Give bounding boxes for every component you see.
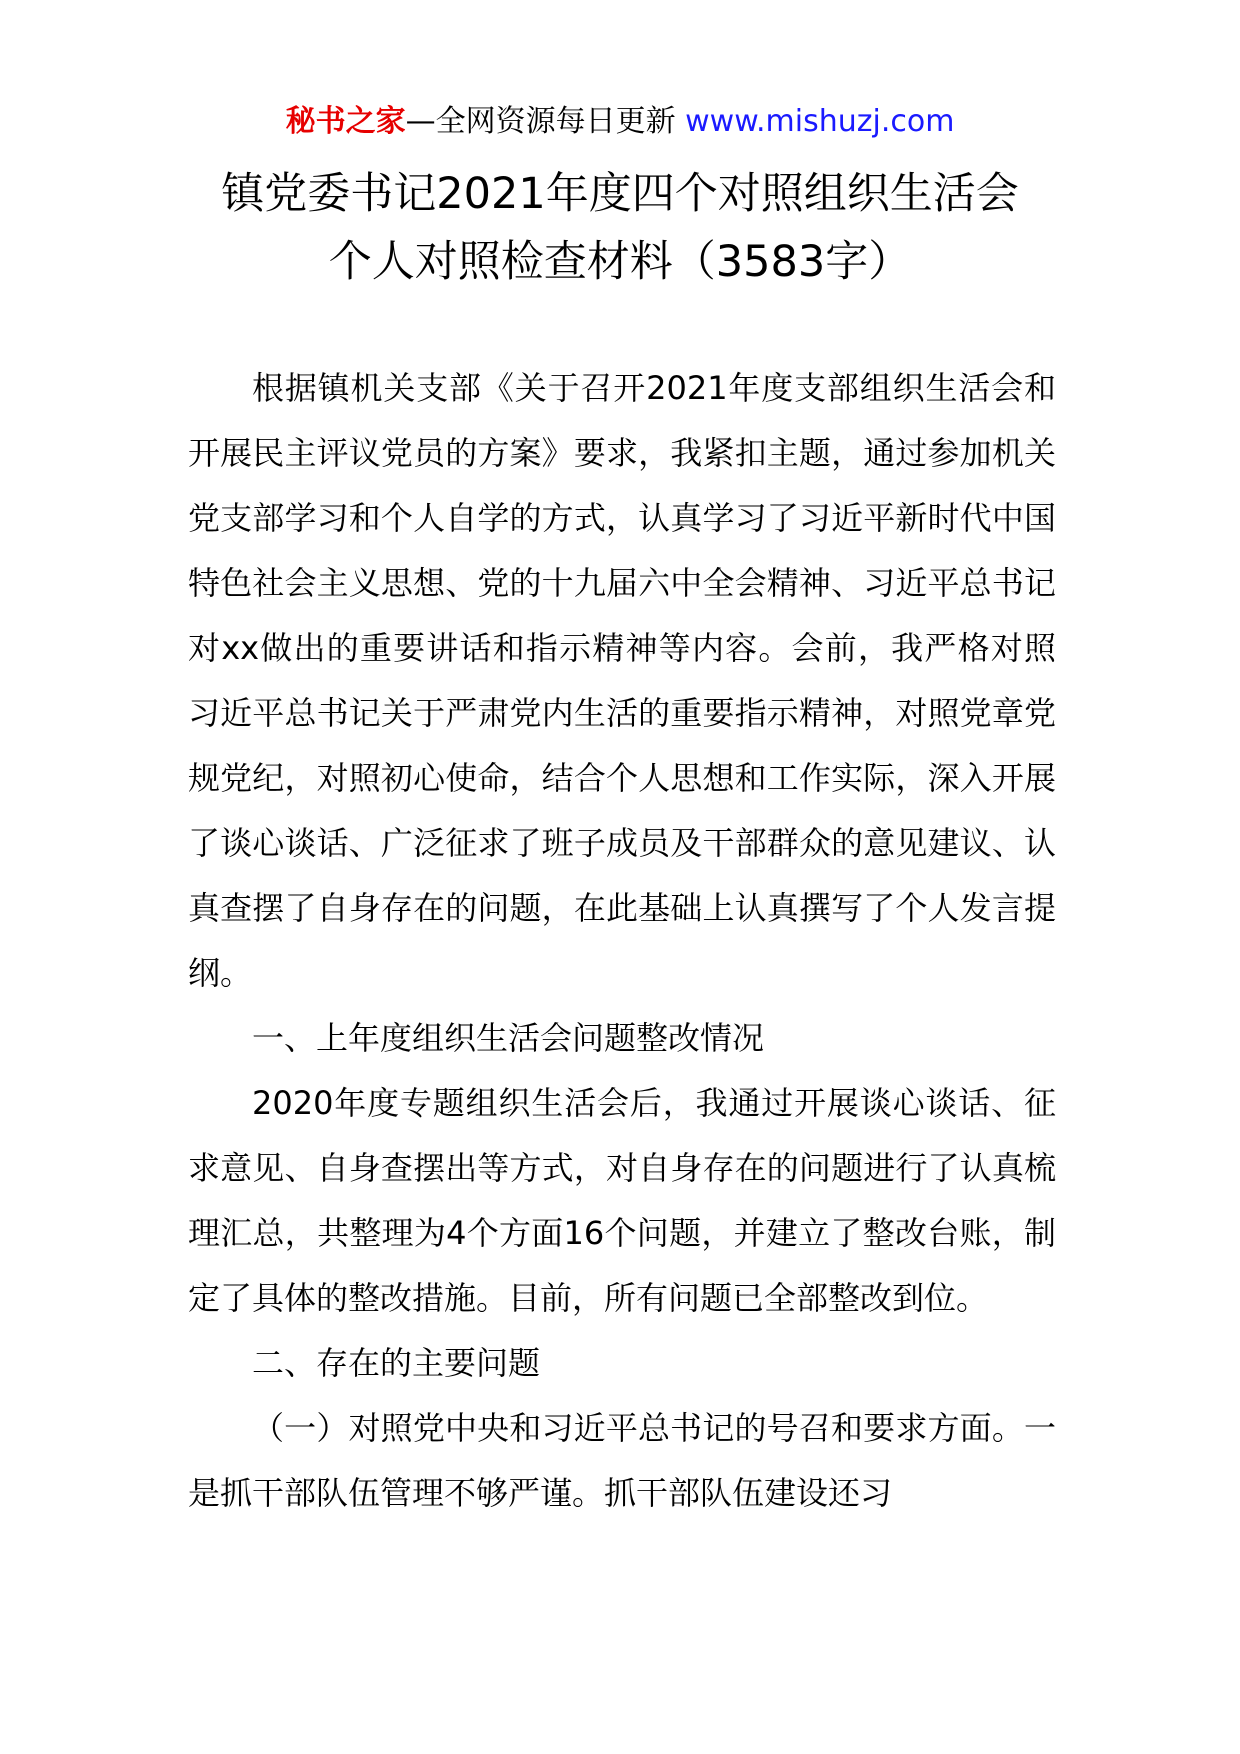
title-line-1: 镇党委书记2021年度四个对照组织生活会	[221, 169, 1019, 219]
section-heading-1: 一、上年度组织生活会问题整改情况	[252, 1019, 765, 1057]
site-url-link[interactable]: www.mishuzj.com	[685, 104, 955, 139]
paragraph-problems: （一）对照党中央和习近平总书记的号召和要求方面。一是抓干部队伍管理不够严谨。抓干部队伍建设还习	[188, 1409, 1056, 1512]
site-header	[0, 102, 1240, 142]
paragraph-rectification: 2020年度专题组织生活会后，我通过开展谈心谈话、征求意见、自身查摆出等方式，对自身存在的问题进行了认真梳理汇总，共整理为4个方面16个问题，并建立了整改台账，制定了具体的整改措施。目前，所有问题已全部整改到位。	[188, 1084, 1056, 1317]
title-line-2: 个人对照检查材料（3583字）	[328, 237, 912, 287]
brand-name: 秘书之家	[285, 104, 406, 139]
document-title	[0, 160, 1240, 296]
document-body	[188, 356, 1056, 1526]
paragraph-intro: 根据镇机关支部《关于召开2021年度支部组织生活会和开展民主评议党员的方案》要求，我紧扣主题，通过参加机关党支部学习和个人自学的方式，认真学习了习近平新时代中国特色社会主义思想、党的十九届六中全会精神、习近平总书记对xx做出的重要讲话和指示精神等内容。会前，我严格对照习近平总书记关于严肃党内生活的重要指示精神，对照党章党规党纪，对照初心使命，结合个人思想和工作实际，深入开展了谈心谈话、广泛征求了班子成员及干部群众的意见建议、认真查摆了自身存在的问题，在此基础上认真撰写了个人发言提纲。	[188, 369, 1056, 992]
header-slogan: —全网资源每日更新	[405, 104, 676, 139]
section-heading-2: 二、存在的主要问题	[252, 1344, 541, 1382]
